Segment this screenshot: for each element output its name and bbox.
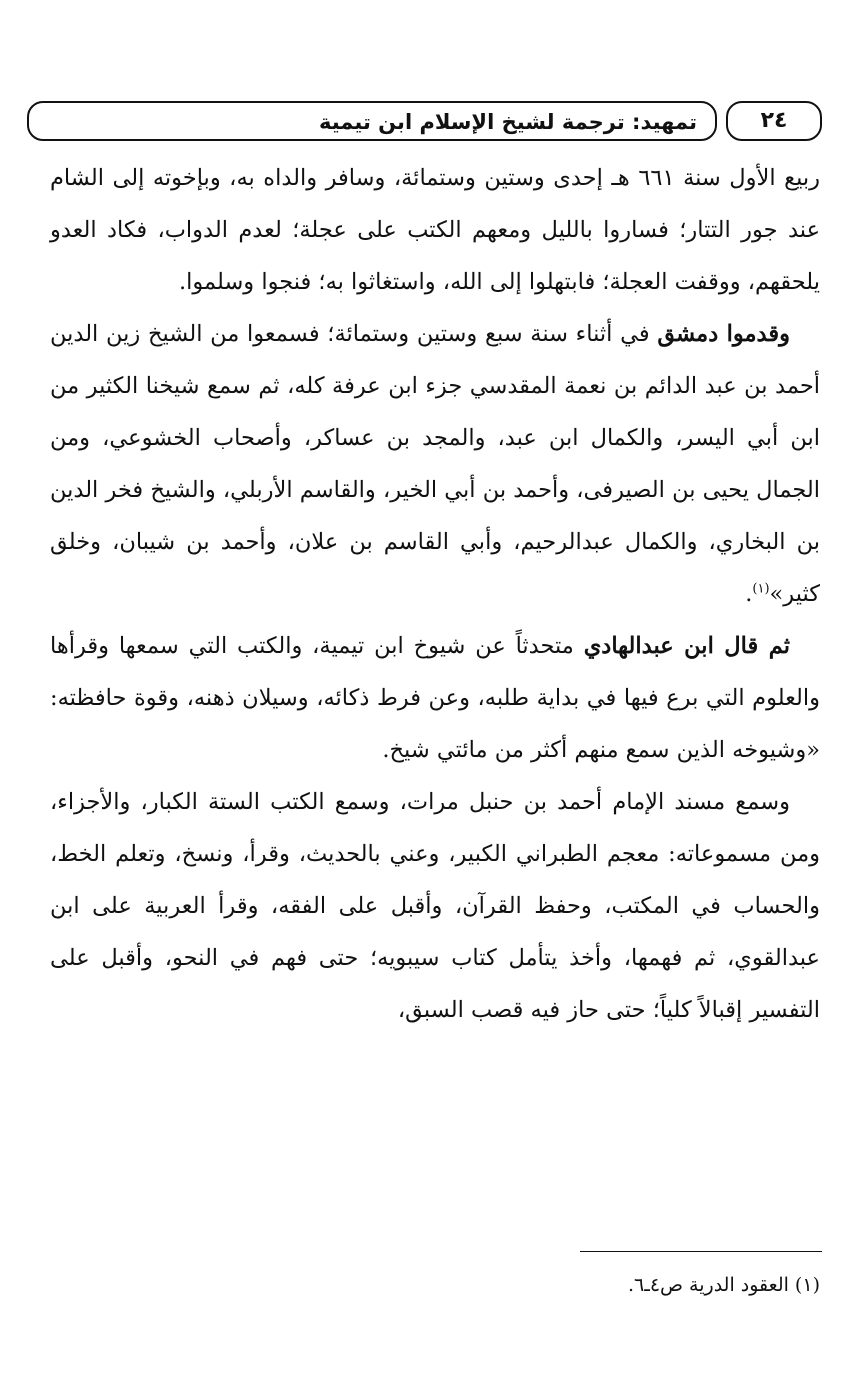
paragraph-3-text: متحدثاً عن شيوخ ابن تيمية، والكتب التي سمعها وقرأها والعلوم التي برع فيها في بداية طلبه، وعن فرط ذكائه، وسيلان ذهنه، وقوة حافظته: «وشيوخه الذين سمع منهم أكثر من مائتي شيخ. (50, 633, 820, 763)
footnote: (١) العقود الدرية ص٤ـ٦. (627, 1274, 820, 1296)
header-title: تمهيد: ترجمة لشيخ الإسلام ابن تيمية (319, 110, 697, 134)
paragraph-2 (50, 308, 820, 620)
paragraph-3-lead: ثم قال ابن عبدالهادي (583, 633, 791, 659)
page-number: ٢٤ (760, 108, 788, 133)
main-text (50, 152, 820, 1036)
page-number-box (726, 101, 822, 141)
paragraph-2-lead: وقدموا دمشق (657, 321, 790, 347)
paragraph-1-text: ربيع الأول سنة ٦٦١ هـ إحدى وستين وستمائة، وسافر والداه به، وبإخوته إلى الشام عند جور التتار؛ فساروا بالليل ومعهم الكتب على عجلة؛ لعدم الدواب، فكاد العدو يلحقهم، ووقفت العجلة؛ فابتهلوا إلى الله، واستغاثوا به؛ فنجوا وسلموا. (50, 165, 820, 295)
paragraph-3 (50, 620, 820, 776)
paragraph-4-text: وسمع مسند الإمام أحمد بن حنبل مرات، وسمع الكتب الستة الكبار، والأجزاء، ومن مسموعاته: معجم الطبراني الكبير، وعني بالحديث، وقرأ، ونسخ، وتعلم الخط، والحساب في المكتب، وحفظ القرآن، وأقبل على الفقه، وقرأ العربية على ابن عبدالقوي، ثم فهمها، وأخذ يتأمل كتاب سيبويه؛ حتى فهم في النحو، وأقبل على التفسير إقبالاً كلياً؛ حتى حاز فيه قصب السبق، (50, 789, 820, 1023)
running-header (27, 101, 822, 145)
paragraph-1 (50, 152, 820, 308)
footnote-reference[interactable]: (١) (752, 581, 770, 597)
footnote-divider (580, 1251, 822, 1252)
header-title-box (27, 101, 717, 141)
paragraph-2-tail: . (745, 581, 753, 607)
paragraph-2-text: في أثناء سنة سبع وستين وستمائة؛ فسمعوا من الشيخ زين الدين أحمد بن عبد الدائم بن نعمة المقدسي جزء ابن عرفة كله، ثم سمع شيخنا الكثير من ابن أبي اليسر، والكمال ابن عبد، والمجد بن عساكر، وأصحاب الخشوعي، ومن الجمال يحيى بن الصيرفى، وأحمد بن أبي الخير، والقاسم الأربلي، والشيخ فخر الدين بن البخاري، والكمال عبدالرحيم، وأبي القاسم بن علان، وأحمد بن شيبان، وخلق كثير» (50, 321, 820, 607)
paragraph-4 (50, 776, 820, 1036)
